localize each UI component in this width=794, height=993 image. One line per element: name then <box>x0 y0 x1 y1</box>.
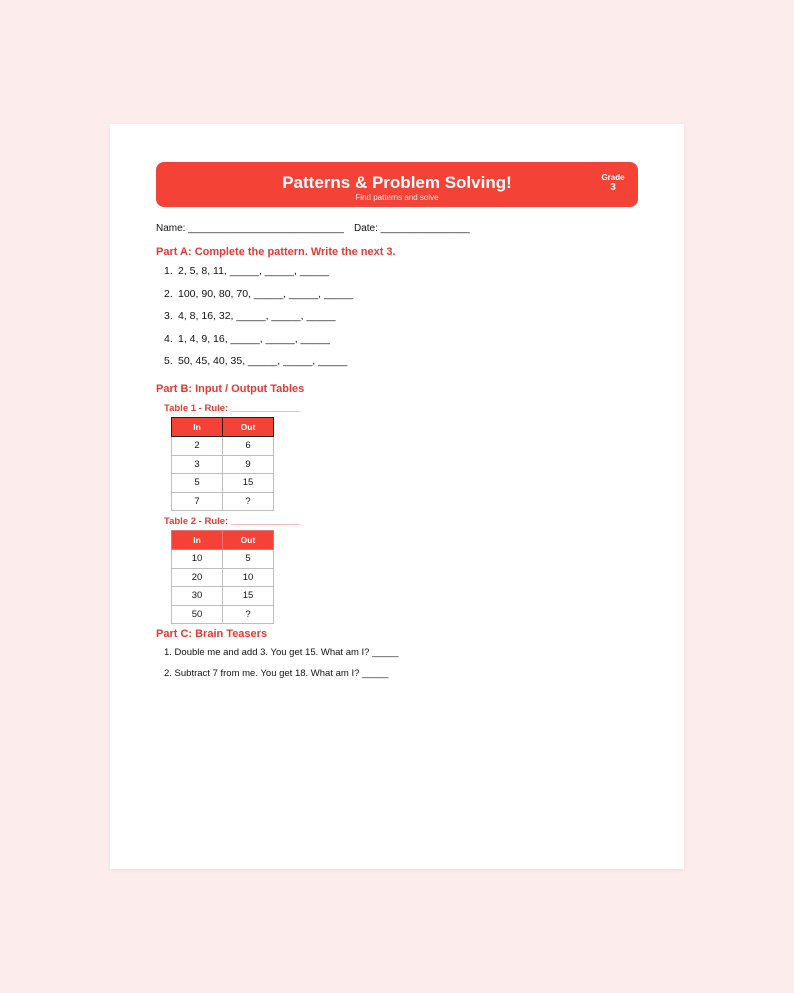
grade-value: 3 <box>610 182 616 193</box>
cell-in: 2 <box>172 437 223 456</box>
pattern-problem <box>164 333 330 346</box>
date-field[interactable]: Date: ________________ <box>353 223 470 234</box>
table-row <box>172 455 274 474</box>
table-row <box>172 492 274 511</box>
cell-out: 5 <box>223 550 274 569</box>
problem-text[interactable]: 1, 4, 9, 16, _____, _____, _____ <box>178 333 330 345</box>
grade-label: Grade <box>601 173 625 182</box>
cell-in: 5 <box>172 474 223 493</box>
table-1-title: Table 1 - Rule: _____________ <box>164 403 300 414</box>
column-header-out: Out <box>223 418 274 437</box>
table-row <box>172 437 274 456</box>
cell-out: 6 <box>223 437 274 456</box>
io-table-2 <box>171 530 274 624</box>
cell-in: 50 <box>172 605 223 624</box>
pattern-problem <box>164 310 336 323</box>
grade-badge <box>598 173 628 193</box>
cell-in: 30 <box>172 587 223 606</box>
problem-number: 5. <box>164 355 173 367</box>
table-row <box>172 550 274 569</box>
cell-out: 9 <box>223 455 274 474</box>
table-2-title: Table 2 - Rule: _____________ <box>164 516 300 527</box>
problem-text[interactable]: 4, 8, 16, 32, _____, _____, _____ <box>178 310 336 322</box>
brain-teaser[interactable]: 1. Double me and add 3. You get 15. What am I? _____ <box>164 647 399 658</box>
worksheet-page <box>110 124 684 869</box>
cell-out: 15 <box>223 474 274 493</box>
part-b-title: Part B: Input / Output Tables <box>156 383 305 395</box>
cell-in: 3 <box>172 455 223 474</box>
problem-text[interactable]: 2, 5, 8, 11, _____, _____, _____ <box>178 265 330 277</box>
header-banner <box>156 162 638 207</box>
cell-out: 15 <box>223 587 274 606</box>
cell-in: 20 <box>172 568 223 587</box>
problem-number: 2. <box>164 288 173 300</box>
pattern-problem <box>164 265 329 278</box>
problem-text[interactable]: 100, 90, 80, 70, _____, _____, _____ <box>178 288 354 300</box>
cell-in: 7 <box>172 492 223 511</box>
part-c-title: Part C: Brain Teasers <box>156 628 268 640</box>
cell-in: 10 <box>172 550 223 569</box>
table-row <box>172 587 274 606</box>
name-field[interactable]: Name: ____________________________ <box>156 223 344 234</box>
table-row <box>172 474 274 493</box>
column-header-in: In <box>172 418 223 437</box>
problem-number: 4. <box>164 333 173 345</box>
part-a-title: Part A: Complete the pattern. Write the next 3. <box>156 246 396 258</box>
problem-number: 1. <box>164 265 173 277</box>
brain-teaser[interactable]: 2. Subtract 7 from me. You get 18. What am I? _____ <box>164 668 389 679</box>
cell-out: 10 <box>223 568 274 587</box>
table-row <box>172 568 274 587</box>
pattern-problem <box>164 288 353 301</box>
column-header-in: In <box>172 531 223 550</box>
pattern-problem <box>164 355 347 368</box>
table-row <box>172 605 274 624</box>
problem-text[interactable]: 50, 45, 40, 35, _____, _____, _____ <box>178 355 348 367</box>
cell-out[interactable]: ? <box>223 605 274 624</box>
cell-out[interactable]: ? <box>223 492 274 511</box>
page-subtitle: Find patterns and solve <box>355 193 439 202</box>
name-date-row <box>156 223 470 235</box>
io-table-1 <box>171 417 274 511</box>
column-header-out: Out <box>223 531 274 550</box>
problem-number: 3. <box>164 310 173 322</box>
page-title: Patterns & Problem Solving! <box>282 173 512 192</box>
